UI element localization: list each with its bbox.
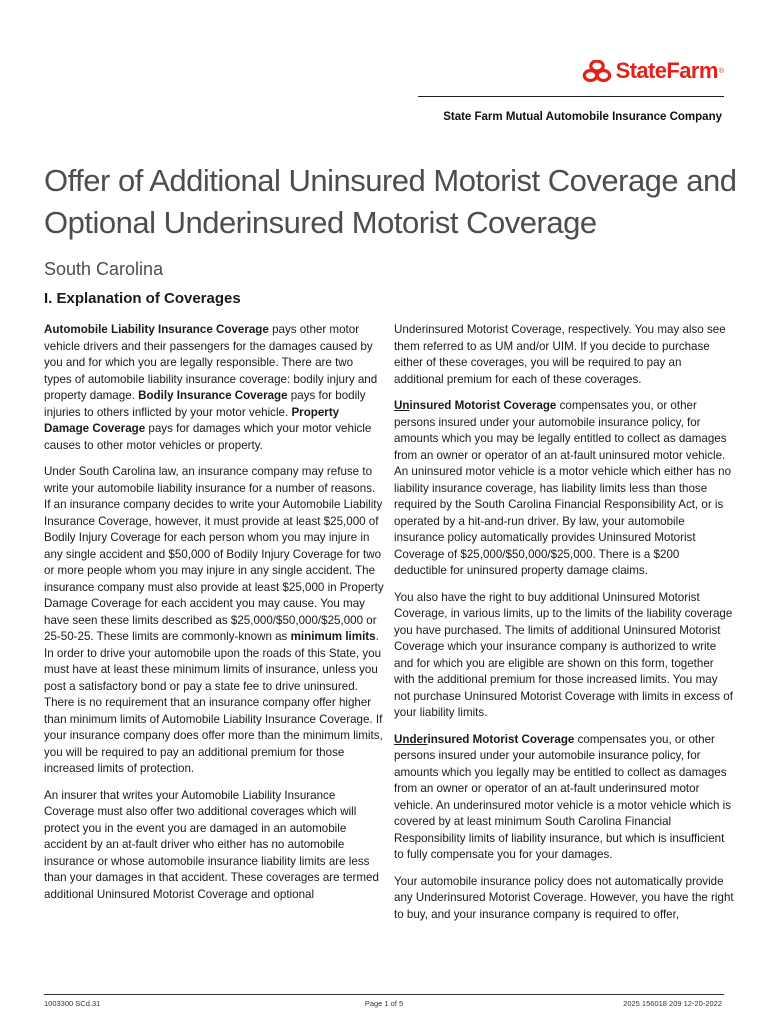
term-text: insured Motorist Coverage (409, 399, 557, 412)
paragraph-text: compensates you, or other persons insured under your automobile insurance policy, for amounts which you may be legally entitled to collect as damages from an owner or operator of an at-fault uninsured motor vehicle. An uninsured motor vehicle is a motor vehicle which either has no liability insurance coverage, has liability limits less than those required by the South Carolina Financial Responsibility Act, or is operated by a hit-and-run driver. By law, your automobile insurance policy automatically provides Uninsured Motorist Coverage of $25,000/$50,000/$25,000. There is a $200 deductible for uninsured property damage claims. (394, 399, 732, 577)
three-ovals-logo-icon (582, 60, 612, 82)
paragraph-text: compensates you, or other persons insured under your automobile insurance policy, for amounts which you legally may be entitled to collect as damages from an owner or operator of an at-fault underinsured motor vehicle. An underinsured motor vehicle is a motor vehicle which is covered by at least minimum South Carolina Financial Responsibility limits of liability insurance, but which is insufficient to fully compensate you for your damages. (394, 732, 732, 861)
footer-codes: 2025 156018 209 12-20-2022 (623, 999, 722, 1008)
paragraph-insurer-offer: An insurer that writes your Automobile Liability Insurance Coverage must also offer two additional coverages which will protect you in the event you are damaged in an automobile accident by an at-fault driver who either has no automobile insurance or whose automobile insurance liability limits are less than your damages in that accident. These coverages are termed additional Uninsured Motorist Coverage and optional (44, 788, 379, 901)
paragraph-text: pays for damages which your motor vehicle causes to other motor vehicles or property. (44, 422, 372, 452)
footer-page-number: Page 1 of 5 (364, 999, 404, 1008)
term-property-damage: Property Damage Coverage (44, 405, 340, 435)
term-underinsured-coverage (394, 733, 574, 746)
logo-text: StateFarm (615, 58, 718, 83)
paragraph-text: . In order to drive your automobile upon the roads of this State, you must have at least these minimum limits of insurance, unless you post a satisfactory bond or pay a state fee to drive uninsured. There is no requirement that an insurance company offer higher than minimum limits of Automobile Liability Insurance Coverage. If your insurance company does offer more than the minimum limits, you will be required to pay an additional premium for those increased limits of protection. (44, 630, 383, 775)
term-minimum-limits: minimum limits (290, 630, 376, 643)
footer-form-number: 1003300 SCd.31 (44, 999, 101, 1008)
term-bodily-insurance: Bodily Insurance Coverage (138, 389, 288, 402)
paragraph-um-uim: Underinsured Motorist Coverage, respectively. You may also see them referred to as UM and/or UIM. If you decide to purchase either of these coverages, you will be required to pay an additional premium for each of these coverages. (394, 323, 726, 386)
header-divider (418, 96, 724, 97)
registered-mark: ® (718, 67, 724, 75)
paragraph-sc-law (44, 464, 384, 778)
paragraph-uninsured (394, 398, 734, 580)
paragraph-underinsured (394, 732, 734, 864)
term-liability-coverage: Automobile Liability Insurance Coverage (44, 323, 269, 336)
left-column (44, 322, 384, 913)
company-name: State Farm Mutual Automobile Insurance Company (443, 111, 722, 123)
underlined-prefix: Un (394, 399, 410, 412)
term-text: insured Motorist Coverage (427, 732, 575, 746)
footer-divider (44, 994, 724, 995)
paragraph-text: pays other motor vehicle drivers and their passengers for the damages caused by you and for which you are legally responsible. There are two types of automobile liability insurance coverage: bodily injury and property damage. (44, 323, 378, 402)
document-title: Offer of Additional Uninsured Motorist Coverage and Optional Underinsured Motorist Coverage (44, 163, 737, 240)
section-heading: I. Explanation of Coverages (44, 290, 241, 307)
state-name: South Carolina (44, 259, 164, 279)
paragraph-liability (44, 322, 384, 454)
paragraph-policy-note: Your automobile insurance policy does not automatically provide any Underinsured Motorist Coverage. However, you have the right to buy, and your insurance company is required to offer, (394, 874, 734, 921)
paragraph-text: pays for bodily injuries to others inflicted by your motor vehicle. (44, 389, 366, 419)
right-column (394, 322, 734, 933)
term-uninsured-coverage (394, 399, 556, 412)
underlined-prefix: Under (394, 732, 428, 746)
state-farm-logo (582, 58, 724, 84)
paragraph-text: Under South Carolina law, an insurance company may refuse to write your automobile liability insurance for a number of reasons. If an insurance company decides to write your Automobile Liability Insurance Coverage, however, it must provide at least $25,000 of Bodily Injury Coverage for each person whom you may injure in any single accident and $50,000 of Bodily Injury Coverage for two or more people whom you may injure in any single accident. The insurance company must also provide at least $25,000 in Property Damage Coverage for each accident you may cause. You may have seen these limits described as $25,000/$50,000/$25,000 or 25-50-25. These limits are commonly-known as (44, 465, 384, 643)
paragraph-additional-um: You also have the right to buy additional Uninsured Motorist Coverage, in various limits, up to the limits of the liability coverage you have purchased. The limits of additional Uninsured Motorist Coverage which your insurance company is authorized to write and for which you are eligible are shown on this form, together with the additional premium for those increased limits. You may not purchase Uninsured Motorist Coverage with limits in excess of your liability limits. (394, 590, 733, 719)
